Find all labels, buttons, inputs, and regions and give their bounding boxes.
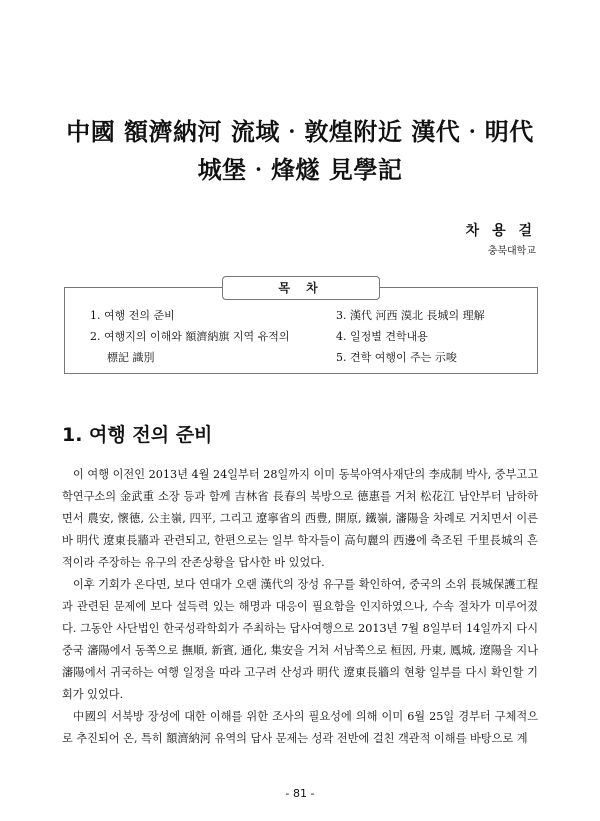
toc-item[interactable] xyxy=(90,305,320,326)
toc-item[interactable] xyxy=(336,347,526,368)
paragraph: 中國의 서북방 장성에 대한 이해를 위한 조사의 필요성에 의해 이미 6월 25일 경부터 구체적으로 추진되어 온, 특히 額濟納河 유역의 답사 문제는 성곽 전반에 걸친 객관적 이해를 바탕으로 계 xyxy=(62,710,538,745)
toc-item-label: 1. 여행 전의 준비 xyxy=(90,309,175,322)
toc-item-label: 3. 漢代 河西 漠北 長城의 理解 xyxy=(336,309,485,322)
toc-right-column xyxy=(336,305,526,368)
toc-item-label: 5. 견학 여행이 주는 示唆 xyxy=(336,351,457,364)
toc-left-column xyxy=(90,305,320,368)
paragraph: 이후 기회가 온다면, 보다 연대가 오랜 漢代의 장성 유구를 확인하여, 중국의 소위 長城保護工程과 관련된 문제에 보다 설득력 있는 해명과 대응이 필요함을 인지하였으나, 수속 절차가 미루어졌다. 그동안 사단법인 한국성곽학회가 주최하는 답사여행으로 2013년 7월 8일부터 14일까지 다시 중국 瀋陽에서 동쪽으로 撫順, 新賓, 通化, 集安을 거쳐 서남쪽으로 桓因, 丹東, 鳳城, 遼陽을 지나 瀋陽에서 귀국하는 여행 일정을 따라 고구려 산성과 明代 遼東長牆의 현황 일부를 다시 확인할 기회가 있었다. xyxy=(62,578,538,701)
paragraph: 이 여행 이전인 2013년 4월 24일부터 28일까지 이미 동북아역사재단의 李成制 박사, 중부고고학연구소의 金武重 소장 등과 함께 吉林省 長春의 북방으로 德惠를 거쳐 松花江 남안부터 남하하면서 農安, 懷德, 公主嶺, 四平, 그리고 遼寧省의 西豊, 開原, 鐵嶺, 瀋陽을 차례로 거치면서 이른바 明代 遼東長牆과 관련되고, 한편으로는 일부 학자들이 高句麗의 西邊에 축조된 千里長城의 흔적이라 주장하는 유구의 잔존상황을 답사한 바 있었다. xyxy=(62,468,538,569)
toc-item-label: 2. 여행지의 이해와 額濟納旗 지역 유적의 xyxy=(90,330,290,343)
toc-item-continuation: 標記 識別 xyxy=(107,351,155,364)
author-affiliation: 충북대학교 xyxy=(487,246,536,257)
page-number: - 81 - xyxy=(285,787,315,800)
document-title-line-1: 中國 額濟納河 流域‧敦煌附近 漢代‧明代 xyxy=(66,117,534,146)
section-heading: 1. 여행 전의 준비 xyxy=(62,424,213,446)
author-block xyxy=(466,220,536,257)
toc-item-label: 4. 일정별 견학내용 xyxy=(336,330,428,343)
toc-item[interactable] xyxy=(336,305,526,326)
toc-heading: 목 차 xyxy=(222,276,380,300)
body-text xyxy=(62,464,538,750)
toc-item[interactable] xyxy=(90,326,320,368)
toc-item[interactable] xyxy=(336,326,526,347)
author-name: 차 용 걸 xyxy=(465,223,536,239)
document-title-line-2: 城堡‧烽燧 見學記 xyxy=(197,155,403,184)
